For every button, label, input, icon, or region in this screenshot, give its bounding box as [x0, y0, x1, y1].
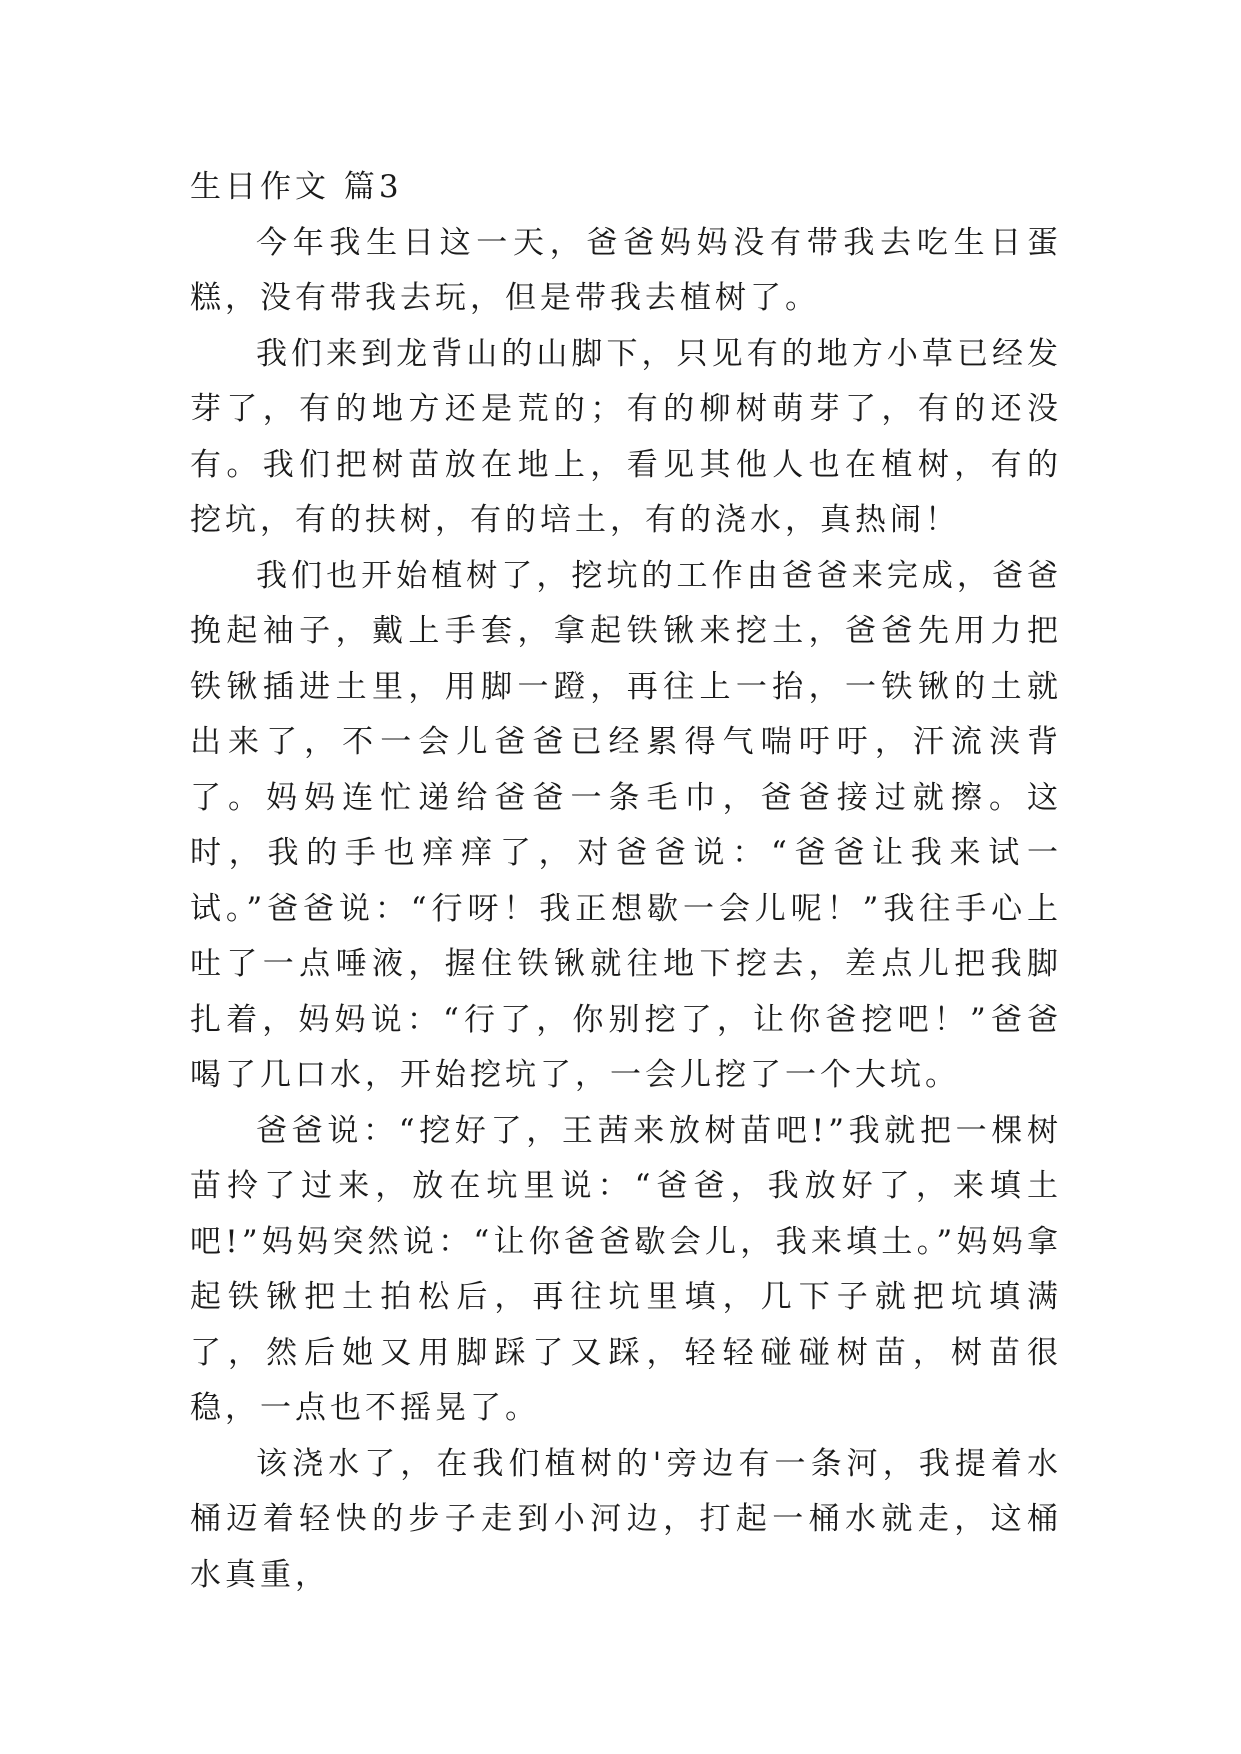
- paragraph-4: 爸爸说：“挖好了，王茜来放树苗吧!”我就把一棵树苗拎了过来，放在坑里说：“爸爸，我放好了，来填土吧!”妈妈突然说：“让你爸爸歇会儿，我来填土。”妈妈拿起铁锹把土拍松后，再往坑里填，几下子就把坑填满了，然后她又用脚踩了又踩，轻轻碰碰树苗，树苗很稳，一点也不摇晃了。: [190, 1112, 1062, 1426]
- paragraph-2: 我们来到龙背山的山脚下，只见有的地方小草已经发芽了，有的地方还是荒的；有的柳树萌芽了，有的还没有。我们把树苗放在地上，看见其他人也在植树，有的挖坑，有的扶树，有的培土，有的浇水，真热闹！: [190, 335, 1062, 538]
- essay-title: 生日作文 篇3: [190, 169, 403, 205]
- document-body: [190, 160, 1062, 1603]
- paragraph-1: 今年我生日这一天，爸爸妈妈没有带我去吃生日蛋糕，没有带我去玩，但是带我去植树了。: [190, 224, 1062, 316]
- paragraph-5: 该浇水了，在我们植树的'旁边有一条河，我提着水桶迈着轻快的步子走到小河边，打起一桶水就走，这桶水真重，: [190, 1445, 1062, 1593]
- paragraph-3: 我们也开始植树了，挖坑的工作由爸爸来完成，爸爸挽起袖子，戴上手套，拿起铁锹来挖土，爸爸先用力把铁锹插进土里，用脚一蹬，再往上一抬，一铁锹的土就出来了，不一会儿爸爸已经累得气喘吁吁，汗流浃背了。妈妈连忙递给爸爸一条毛巾，爸爸接过就擦。这时，我的手也痒痒了，对爸爸说：“爸爸让我来试一试。”爸爸说：“行呀！我正想歇一会儿呢！”我往手心上吐了一点唾液，握住铁锹就往地下挖去，差点儿把我脚扎着，妈妈说：“行了，你别挖了，让你爸挖吧！”爸爸喝了几口水，开始挖坑了，一会儿挖了一个大坑。: [190, 557, 1062, 1093]
